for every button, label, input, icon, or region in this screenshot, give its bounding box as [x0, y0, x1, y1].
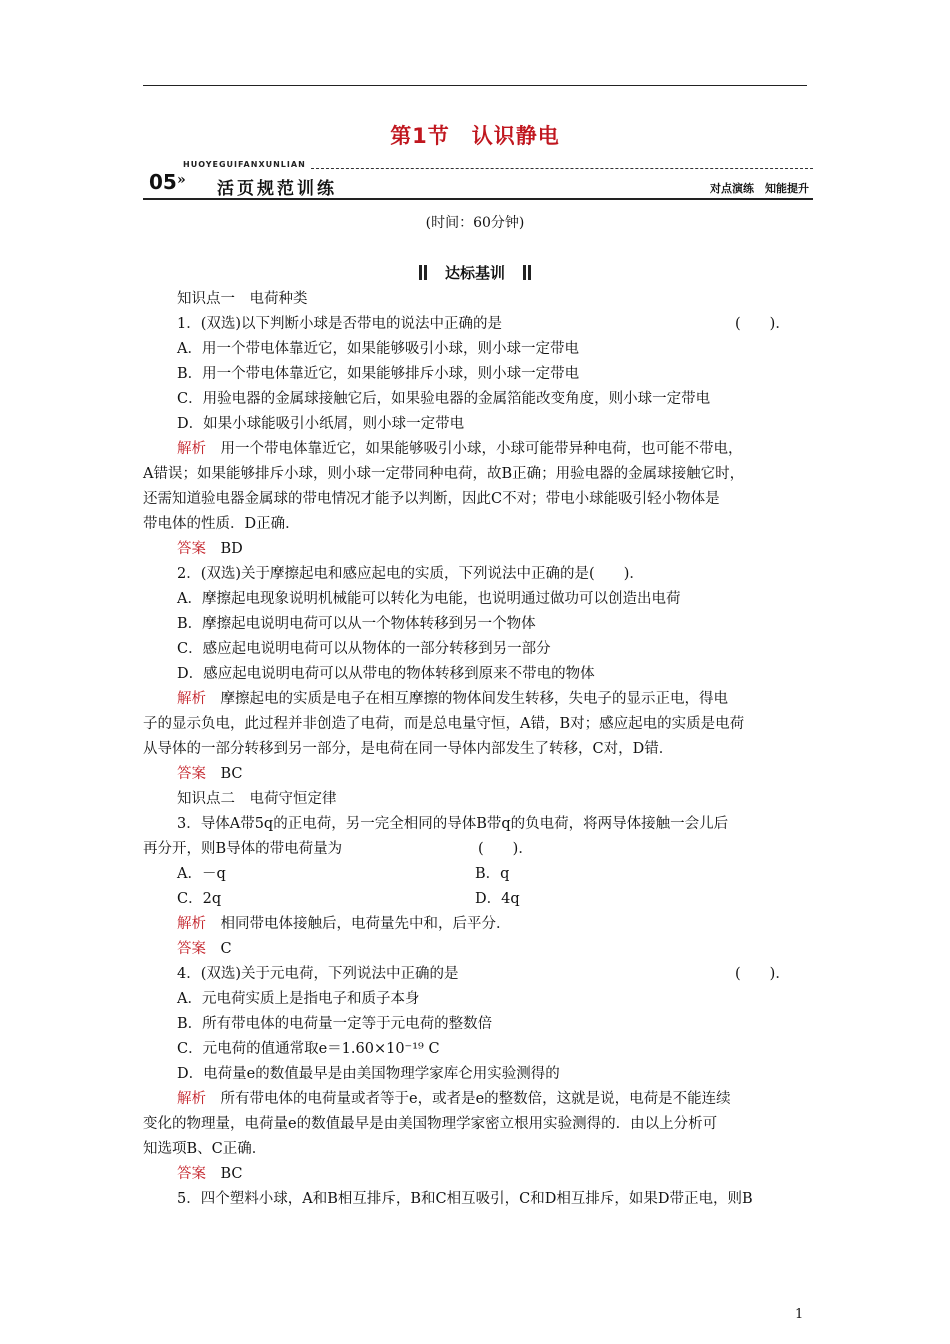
- line-text: D．如果小球能吸引小纸屑，则小球一定带电: [177, 416, 465, 432]
- text-line: [177, 814, 728, 834]
- line-text: 再分开，则B导体的带电荷量为: [143, 841, 343, 857]
- text-line: [177, 289, 308, 309]
- line-text: C．用验电器的金属球接触它后，如果验电器的金属箔能改变角度，则小球一定带电: [177, 391, 711, 407]
- text-line: [143, 514, 300, 534]
- text-line: [143, 739, 673, 759]
- text-line: [177, 389, 710, 409]
- line-text: B．所有带电体的电荷量一定等于元电荷的整数倍: [177, 1016, 493, 1032]
- line-text: BC: [206, 1166, 243, 1182]
- line-tail: ( )．: [735, 316, 790, 332]
- answer-label: 解析: [177, 1091, 206, 1107]
- chevron-icon: »: [177, 172, 186, 188]
- text-line: [143, 489, 720, 509]
- line-text: A．用一个带电体靠近它，如果能够吸引小球，则小球一定带电: [177, 341, 579, 357]
- text-line: [143, 714, 744, 734]
- banner-subtitle: 对点演练 知能提升: [710, 182, 809, 195]
- page-title: 第1节 认识静电: [390, 124, 560, 148]
- text-line: [177, 1039, 440, 1059]
- line-text: A．摩擦起电现象说明机械能可以转化为电能，也说明通过做功可以创造出电荷: [177, 591, 681, 607]
- line-text: D．感应起电说明电荷可以从带电的物体转移到原来不带电的物体: [177, 666, 595, 682]
- section-heading: [0, 262, 950, 283]
- answer-label: 答案: [177, 941, 206, 957]
- bar-icon: [528, 265, 531, 280]
- line-text: 子的显示负电，此过程并非创造了电荷，而是总电量守恒，A错，B对；感应起电的实质是电荷: [143, 716, 745, 732]
- line-text: A．－q: [177, 866, 226, 882]
- text-line: [177, 689, 728, 709]
- text-line: [177, 564, 644, 584]
- section-banner: [143, 160, 813, 202]
- text-line: [177, 589, 680, 609]
- line-text: 知识点一 电荷种类: [177, 291, 308, 307]
- text-line: [177, 1189, 753, 1209]
- line-text: BC: [206, 766, 243, 782]
- text-line: [177, 414, 464, 434]
- answer-label: 答案: [177, 766, 206, 782]
- line-text: C．感应起电说明电荷可以从物体的一部分转移到另一部分: [177, 641, 551, 657]
- line-text: C．2q: [177, 891, 222, 907]
- line-text: 还需知道验电器金属球的带电情况才能予以判断，因此C不对；带电小球能吸引轻小物体是: [143, 491, 720, 507]
- text-line: [177, 439, 743, 459]
- line-tail: B．q: [475, 866, 510, 882]
- line-text: B．用一个带电体靠近它，如果能够排斥小球，则小球一定带电: [177, 366, 580, 382]
- line-text: 知选项B、C正确．: [143, 1141, 267, 1157]
- line-text: 相同带电体接触后，电荷量先中和，后平分．: [206, 916, 511, 932]
- page-number: 1: [795, 1307, 804, 1322]
- answer-label: 解析: [177, 691, 206, 707]
- text-line: [177, 764, 243, 784]
- banner-number: 05: [149, 170, 177, 194]
- answer-label: 答案: [177, 541, 206, 557]
- text-line: [177, 639, 551, 659]
- bar-icon: [523, 265, 526, 280]
- line-text: 4．(双选)关于元电荷，下列说法中正确的是: [177, 966, 459, 982]
- text-line: [143, 1114, 717, 1134]
- text-line: [177, 539, 243, 559]
- text-line: [177, 1089, 731, 1109]
- text-line: [177, 614, 536, 634]
- line-text: A．元电荷实质上是指电子和质子本身: [177, 991, 420, 1007]
- banner-dashed-rule: [311, 168, 813, 169]
- line-text: 摩擦起电的实质是电子在相互摩擦的物体间发生转移，失电子的显示正电，得电: [206, 691, 728, 707]
- line-text: 变化的物理量，电荷量e的数值最早是由美国物理学家密立根用实验测得的．由以上分析可: [143, 1116, 718, 1132]
- line-text: B．摩擦起电说明电荷可以从一个物体转移到另一个物体: [177, 616, 536, 632]
- line-text: C: [206, 941, 232, 957]
- banner-pinyin: HUOYEGUIFANXUNLIAN: [183, 160, 306, 169]
- line-text: D．电荷量e的数值最早是由美国物理学家库仑用实验测得的: [177, 1066, 560, 1082]
- text-line: [177, 314, 502, 334]
- line-text: C．元电荷的值通常取e＝1.60×10⁻¹⁹ C: [177, 1041, 440, 1057]
- answer-label: 答案: [177, 1166, 206, 1182]
- line-text: 5．四个塑料小球，A和B相互排斥，B和C相互吸引，C和D相互排斥，如果D带正电，则B: [177, 1191, 753, 1207]
- time-note: (时间：60分钟): [425, 215, 525, 231]
- line-tail: D．4q: [475, 891, 520, 907]
- text-line: [177, 989, 419, 1009]
- text-line: [177, 964, 459, 984]
- line-text: A错误；如果能够排斥小球，则小球一定带同种电荷，故B正确；用验电器的金属球接触它时，: [143, 466, 745, 482]
- text-line: [143, 464, 744, 484]
- text-line: [177, 864, 226, 884]
- text-line: [177, 339, 579, 359]
- text-line: [177, 914, 511, 934]
- banner-title: 活页规范训练: [217, 179, 337, 199]
- line-tail: ( )．: [478, 841, 533, 857]
- text-line: [177, 664, 595, 684]
- bar-icon: [419, 265, 422, 280]
- line-text: 从导体的一部分转移到另一部分，是电荷在同一导体内部发生了转移，C对，D错．: [143, 741, 674, 757]
- answer-label: 解析: [177, 441, 206, 457]
- line-text: 用一个带电体靠近它，如果能够吸引小球，小球可能带异种电荷，也可能不带电，: [206, 441, 743, 457]
- text-line: [143, 839, 342, 859]
- line-tail: ( )．: [735, 966, 790, 982]
- line-text: 3．导体A带5q的正电荷，另一完全相同的导体B带q的负电荷，将两导体接触一会儿后: [177, 816, 729, 832]
- line-text: 带电体的性质．D正确．: [143, 516, 300, 532]
- text-line: [177, 364, 579, 384]
- section-title: 达标基训: [444, 264, 505, 282]
- text-line: [177, 889, 221, 909]
- line-text: 所有带电体的电荷量或者等于e，或者是e的整数倍，这就是说，电荷是不能连续: [206, 1091, 731, 1107]
- text-line: [177, 1014, 492, 1034]
- text-line: [177, 939, 232, 959]
- text-line: [143, 1139, 266, 1159]
- text-line: [177, 789, 337, 809]
- line-text: BD: [206, 541, 243, 557]
- text-line: [177, 1064, 560, 1084]
- top-rule: [143, 85, 807, 86]
- banner-rule: [143, 198, 813, 200]
- text-line: [177, 1164, 243, 1184]
- line-text: 知识点二 电荷守恒定律: [177, 791, 337, 807]
- answer-label: 解析: [177, 916, 206, 932]
- bar-icon: [424, 265, 427, 280]
- line-text: 2．(双选)关于摩擦起电和感应起电的实质，下列说法中正确的是( )．: [177, 566, 644, 582]
- line-text: 1．(双选)以下判断小球是否带电的说法中正确的是: [177, 316, 503, 332]
